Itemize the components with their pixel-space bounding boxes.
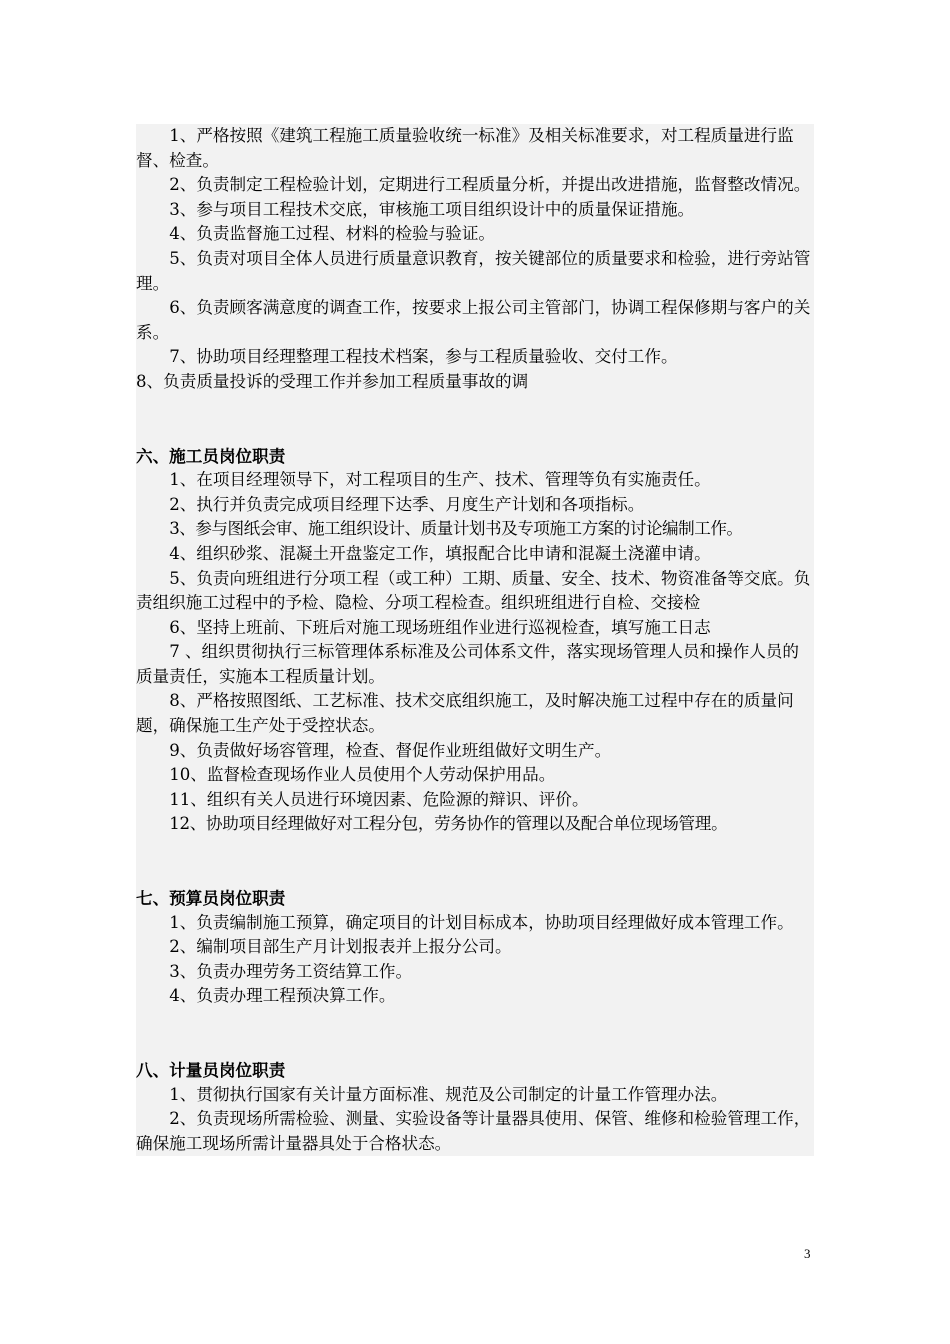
section5-item-2: 2、负责制定工程检验计划，定期进行工程质量分析，并提出改进措施，监督整改情况。 <box>169 175 811 195</box>
section-spacer <box>136 395 814 444</box>
section6-item-4: 4、组织砂浆、混凝土开盘鉴定工作，填报配合比申请和混凝土浇灌申请。 <box>169 543 711 563</box>
section6-item-10: 10、监督检查现场作业人员使用个人劳动保护用品。 <box>169 765 556 785</box>
section7-item-3: 3、负责办理劳务工资结算工作。 <box>169 961 413 981</box>
document-body <box>136 124 814 1156</box>
section6-item-6: 6、坚持上班前、下班后对施工现场班组作业进行巡视检查，填写施工日志 <box>169 617 711 637</box>
section5-item-1: 1、严格按照《建筑工程施工质量验收统一标准》及相关标准要求，对工程质量进行监督、检查。 <box>136 126 794 170</box>
section8-item-2: 2、负责现场所需检验、测量、实验设备等计量器具使用、保管、维修和检验管理工作，确保施工现场所需计量器具处于合格状态。 <box>136 1109 811 1153</box>
section6-item-5: 5、负责向班组进行分项工程（或工种）工期、质量、安全、技术、物资准备等交底。负责组织施工过程中的予检、隐检、分项工程检查。组织班组进行自检、交接检 <box>136 568 811 613</box>
section7-item-4: 4、负责办理工程预决算工作。 <box>169 986 396 1006</box>
section6-item-8: 8、严格按照图纸、工艺标准、技术交底组织施工，及时解决施工过程中存在的质量问题，确保施工生产处于受控状态。 <box>136 691 794 736</box>
section5-item-5: 5、负责对项目全体人员进行质量意识教育，按关键部位的质量要求和检验，进行旁站管理。 <box>136 248 811 293</box>
section6-item-3: 3、参与图纸会审、施工组织设计、质量计划书及专项施工方案的讨论编制工作。 <box>169 519 743 539</box>
section6-item-11: 11、组织有关人员进行环境因素、危险源的辩识、评价。 <box>169 789 589 809</box>
section6-item-9: 9、负责做好场容管理，检查、督促作业班组做好文明生产。 <box>169 740 612 760</box>
section7-heading: 七、预算员岗位职责 <box>136 888 286 909</box>
section6-item-2: 2、执行并负责完成项目经理下达季、月度生产计划和各项指标。 <box>169 494 645 514</box>
section8-heading: 八、计量员岗位职责 <box>136 1060 286 1080</box>
section8-item-1: 1、贯彻执行国家有关计量方面标准、规范及公司制定的计量工作管理办法。 <box>169 1084 728 1104</box>
section-spacer <box>136 1009 814 1058</box>
section5-item-6: 6、负责顾客满意度的调查工作，按要求上报公司主管部门，协调工程保修期与客户的关系。 <box>136 298 811 342</box>
section-spacer <box>136 837 814 886</box>
section6-item-7: 7 、组织贯彻执行三标管理体系标准及公司体系文件，落实现场管理人员和操作人员的质量责任，实施本工程质量计划。 <box>136 642 799 686</box>
section7-item-2: 2、编制项目部生产月计划报表并上报分公司。 <box>169 937 512 957</box>
section5-item-8: 8、负责质量投诉的受理工作并参加工程质量事故的调 <box>136 371 529 391</box>
section6-item-1: 1、在项目经理领导下，对工程项目的生产、技术、管理等负有实施责任。 <box>169 470 711 490</box>
section6-item-12: 12、协助项目经理做好对工程分包，劳务协作的管理以及配合单位现场管理。 <box>169 814 728 834</box>
section5-item-7: 7、协助项目经理整理工程技术档案，参与工程质量验收、交付工作。 <box>169 347 678 367</box>
section5-item-4: 4、负责监督施工过程、材料的检验与验证。 <box>169 224 496 244</box>
page-number: 3 <box>804 1246 811 1261</box>
section7-item-1: 1、负责编制施工预算，确定项目的计划目标成本，协助项目经理做好成本管理工作。 <box>169 912 794 932</box>
section5-item-3: 3、参与项目工程技术交底，审核施工项目组织设计中的质量保证措施。 <box>169 199 695 219</box>
section6-heading: 六、施工员岗位职责 <box>136 445 286 466</box>
